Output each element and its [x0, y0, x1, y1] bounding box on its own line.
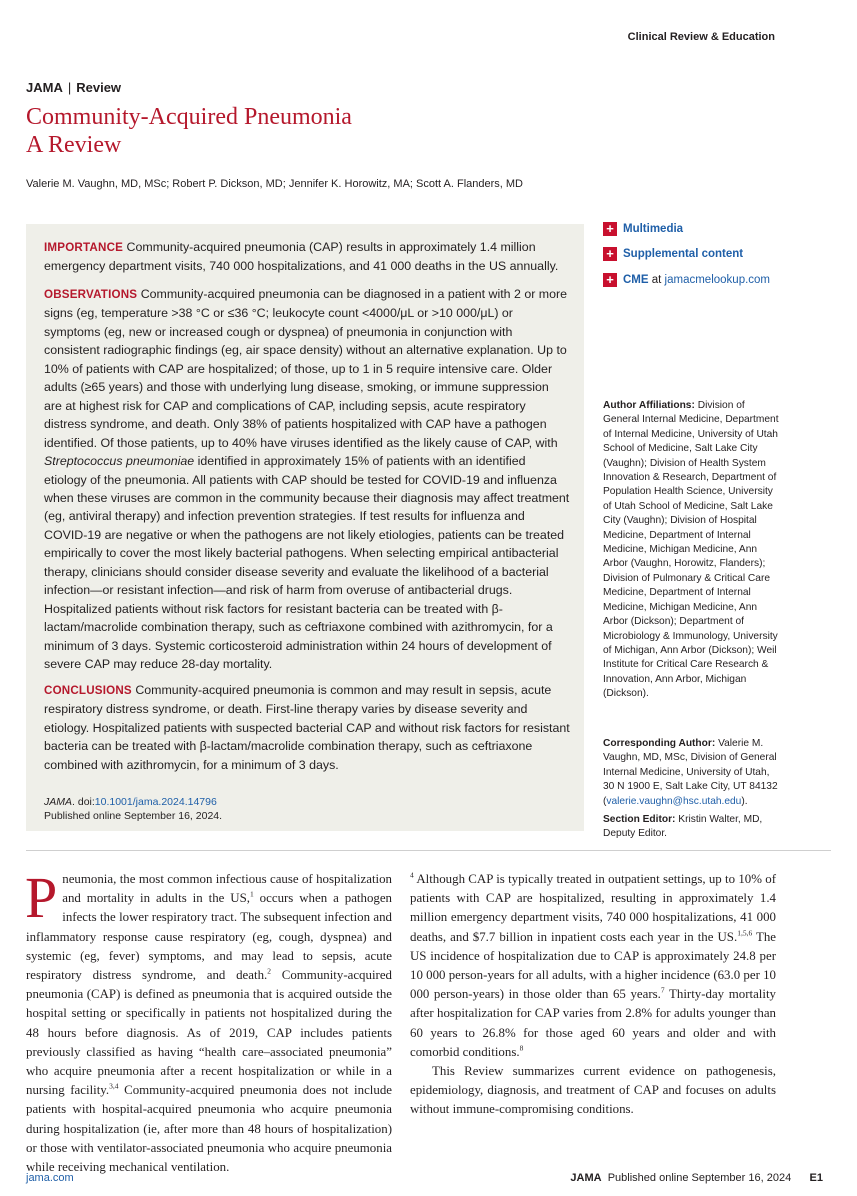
drop-cap: P — [25, 865, 58, 930]
doi-link[interactable]: 10.1001/jama.2024.14796 — [94, 796, 217, 808]
col2-para-2: This Review summarizes current evidence on pathogenesis, epidemiology, diagnosis, and treatment of CAP and focuses on adults without immune-compromising conditions. — [410, 1064, 776, 1117]
article-kicker — [26, 80, 121, 95]
abstract-importance — [44, 238, 570, 276]
reference[interactable]: 4 — [410, 870, 414, 880]
footer-site-link[interactable]: jama.com — [26, 1172, 74, 1184]
observations-text-2: identified in approximately 15% of patients with an identified etiology of the pneumonia. All patients with CAP should be tested for COVID-19 and influenza when these viruses are common in the community because their diagnosis may affect treatment (eg, antiviral therapy) and infection prevention strategies. If test results for influenza and COVID-19 are negative or when the pathogens are not likely etiologies, patients can be treated empirically to cover the most likely bacterial pathogens. When selecting empirical antibacterial therapy, clinicians should consider disease severity and evaluate the likelihood of a bacterial infection—or resistant infection—and risk of harm from overuse of antibacterial drugs. Hospitalized patients without risk factors for resistant bacteria can be treated with β-lactam/macrolide combination therapy, such as ceftriaxone combined with azithromycin, for a minimum of 3 days. Systemic corticosteroid administration within 24 hours of development of severe CAP may reduce 28-day mortality. — [44, 454, 570, 672]
author-list: Valerie M. Vaughn, MD, MSc; Robert P. Dickson, MD; Jennifer K. Horowitz, MA; Scott A. Flanders, MD — [26, 178, 523, 190]
plus-icon: + — [603, 222, 617, 236]
multimedia-label[interactable]: Multimedia — [623, 223, 684, 235]
cite-journal: JAMA — [44, 796, 73, 808]
supplemental-link[interactable] — [603, 247, 743, 261]
corresponding-label: Corresponding Author: — [603, 738, 716, 749]
corresponding-text: Valerie M. Vaughn, MD, MSc, Division of General Internal Medicine, University of Utah, 30 N 1900 E, Salt Lake City, UT 84132 ( — [603, 738, 778, 807]
cme-label[interactable]: CME — [623, 274, 649, 286]
article-title — [26, 103, 352, 159]
email-link[interactable]: valerie.vaughn@hsc.utah.edu — [606, 795, 742, 807]
section-editor-label: Section Editor: — [603, 814, 676, 825]
footer-right — [570, 1172, 823, 1184]
body-text: The US incidence of hospitalization due to CAP is approximately 24.8 per 10 000 person-years for all adults, with a higher incidence (63.0 per 10 000 person-years) in those older than 65 years. — [410, 929, 776, 1002]
footer-journal: JAMA — [570, 1172, 602, 1184]
abstract-observations — [44, 285, 570, 674]
article-type: Review — [76, 80, 122, 95]
reference[interactable]: 3,4 — [109, 1081, 119, 1091]
importance-label: IMPORTANCE — [44, 241, 124, 254]
citation — [44, 795, 222, 823]
observations-label: OBSERVATIONS — [44, 288, 138, 301]
observations-italic: Streptococcus pneumoniae — [44, 454, 195, 469]
conclusions-label: CONCLUSIONS — [44, 684, 132, 697]
kicker-divider: | — [67, 80, 72, 95]
plus-icon: + — [603, 273, 617, 287]
reference[interactable]: 1 — [250, 889, 254, 899]
multimedia-link[interactable] — [603, 222, 683, 236]
abstract-conclusions — [44, 681, 570, 774]
reference[interactable]: 7 — [660, 985, 665, 995]
body-column-1 — [25, 865, 392, 1177]
body-text: neumonia, the most common infectious cause of hospitalization and mortality in adults in the US, — [62, 872, 392, 906]
body-column-2 — [410, 870, 776, 1120]
plus-icon: + — [603, 247, 617, 261]
body-text: Although CAP is typically treated in outpatient settings, up to 10% of patients with CAP are hospitalized, resulting in approximately 1.4 million emergency department visits, 740 000 hospitalizations, 41 000 deaths, and $7.7 billion in inpatient costs each year in the US. — [410, 872, 776, 944]
cme-link[interactable] — [603, 273, 770, 287]
page-number: E1 — [809, 1172, 823, 1184]
body-text: occurs when a pathogen infects the lower respiratory tract. The subsequent infection and inflammatory response cause respiratory (eg, cough, dyspnea) and systemic (eg, fever) symptoms, and may lead to sepsis, acute respiratory distress syndrome, and death. — [26, 891, 392, 983]
author-affiliations — [603, 399, 781, 702]
title-line-1: Community-Acquired Pneumonia — [26, 104, 352, 130]
journal-name: JAMA — [26, 80, 63, 95]
corresponding-end: ). — [741, 795, 748, 807]
published-date: Published online September 16, 2024. — [44, 810, 223, 822]
importance-text: Community-acquired pneumonia (CAP) results in approximately 1.4 million emergency department visits, 740 000 hospitalizations, and 41 000 deaths in the US annually. — [44, 240, 559, 274]
cite-doi-prefix: . doi: — [72, 796, 95, 808]
title-line-2: A Review — [26, 132, 122, 158]
corresponding-author — [603, 737, 781, 809]
cme-url[interactable]: jamacmelookup.com — [664, 274, 771, 286]
footer-published: Published online September 16, 2024 — [607, 1172, 792, 1184]
body-text: Thirty-day mortality after hospitalization for CAP varies from 2.8% for adults younger than 60 years to 26.8% for those aged 60 years and older and with comorbid conditions. — [410, 987, 776, 1059]
supplemental-label[interactable]: Supplemental content — [623, 248, 744, 260]
body-text: Community-acquired pneumonia (CAP) is defined as pneumonia that is acquired outside the hospital setting or specifically in patients not hospitalized during the 48 hours before diagnosis. As of 2019, CAP includes patients previously classified as having “health care–associated pneumonia” who acquire pneumonia after a recent hospitalization or while in a nursing facility. — [26, 968, 392, 1098]
affiliations-text: Division of General Internal Medicine, Department of Internal Medicine, University of Utah School of Medicine, Salt Lake City (Vaughn); Division of Health System Innovation & Research, Department of Population Health Science, University of Utah School of Medicine, Salt Lake City (Vaughn); Division of Hospital Medicine, Department of Internal Medicine, Michigan Medicine, Ann Arbor (Vaughn, Horowitz, Flanders); Division of Pulmonary & Critical Care Medicine, Department of Internal Medicine, Michigan Medicine, Ann Arbor (Dickson); Department of Microbiology & Immunology, University of Michigan, Ann Arbor (Dickson); Weil Institute for Critical Care Research & Innovation, Ann Arbor, Michigan (Dickson). — [603, 400, 779, 700]
reference[interactable]: 1,5,6 — [737, 928, 753, 938]
section-editor — [603, 813, 781, 842]
reference[interactable]: 2 — [267, 966, 271, 976]
divider — [26, 850, 831, 851]
observations-text-1: Community-acquired pneumonia can be diagnosed in a patient with 2 or more signs (eg, temperature >38 °C or ≤36 °C; leukocyte count <4000/μL or >10 000/μL) or symptoms (eg, new or increased cough or dyspnea) of pneumonia in conjunction with consistent radiographic findings (eg, air space density) without an alternative explanation. Up to 10% of patients with CAP are hospitalized; of those, up to 1 in 5 require intensive care. Older adults (≥65 years) and those with underlying lung disease, smoking, or immune suppression are at highest risk for CAP and complications of CAP, including sepsis, acute respiratory distress syndrome, and death. Only 38% of patients hospitalized with CAP have a pathogen identified. Of those patients, up to 40% have viruses identified as the likely cause of CAP, with — [44, 287, 568, 450]
conclusions-text: Community-acquired pneumonia is common and may result in sepsis, acute respiratory distress syndrome, or death. First-line therapy varies by disease severity and etiology. Hospitalized patients with suspected bacterial CAP and without risk factors for resistant bacteria can be treated with β-lactam/macrolide combination therapy, such as ceftriaxone combined with azithromycin, for a minimum of 3 days. — [44, 683, 570, 772]
col2-para-1 — [410, 870, 776, 1062]
section-editor-text: Kristin Walter, MD, Deputy Editor. — [603, 814, 763, 840]
affiliations-label: Author Affiliations: — [603, 400, 695, 411]
section-header: Clinical Review & Education — [627, 31, 775, 43]
body-text: Community-acquired pneumonia does not include patients with hospital-acquired pneumonia who acquire pneumonia during hospitalization (ie, after more than 48 hours of hospitalization) or those with ventilator-associated pneumonia who acquire pneumonia while receiving mechanical ventilation. — [26, 1083, 392, 1175]
reference[interactable]: 8 — [519, 1043, 524, 1053]
cme-at: at — [648, 274, 665, 286]
